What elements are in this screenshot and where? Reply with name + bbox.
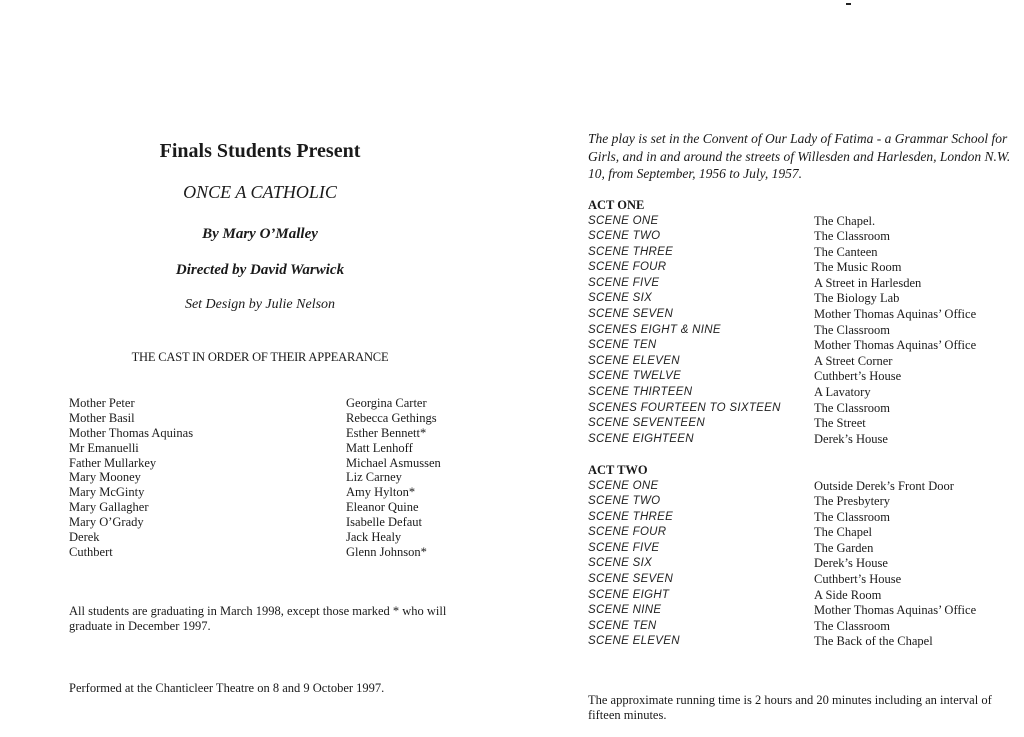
cast-actor: Liz Carney (346, 470, 402, 485)
setting-description: The play is set in the Convent of Our Lady of Fatima - a Grammar School for Girls, and in and around the streets of Willesden and Harlesden, London N.W. 10, from September, 1956 to July, 1957. (588, 131, 1011, 181)
scene-label: SCENE FIVE (588, 541, 660, 554)
scene-label: SCENE SIX (588, 557, 653, 570)
scene-label: SCENES FOURTEEN TO SIXTEEN (588, 401, 781, 414)
cast-row (69, 441, 489, 456)
cast-actor: Jack Healy (346, 530, 402, 545)
scene-location: A Street Corner (814, 353, 893, 368)
scene-row (588, 354, 1018, 370)
cast-role: Mary Mooney (69, 470, 141, 485)
cast-row (69, 470, 489, 485)
cast-heading: THE CAST IN ORDER OF THEIR APPEARANCE (131, 350, 389, 364)
cast-actor: Matt Lenhoff (346, 440, 413, 455)
scene-label: SCENE FOUR (588, 261, 667, 274)
scene-location: Cuthbert’s House (814, 572, 902, 587)
scene-label: SCENE SEVEN (588, 308, 674, 321)
cast-row (69, 500, 489, 515)
cast-actor: Rebecca Gethings (346, 410, 437, 425)
scene-label: SCENE TWO (588, 495, 661, 508)
scene-label: SCENE SEVEN (588, 573, 674, 586)
cast-list (69, 396, 489, 560)
scene-location: The Back of the Chapel (814, 634, 933, 649)
cast-row (69, 396, 489, 411)
cast-role: Father Mullarkey (69, 455, 157, 470)
scene-label: SCENE SIX (588, 292, 653, 305)
scene-label: SCENE ELEVEN (588, 354, 680, 367)
act-heading: ACT TWO (588, 463, 648, 477)
cast-actor: Michael Asmussen (346, 455, 441, 470)
scene-label: SCENE TEN (588, 339, 657, 352)
scene-location: A Lavatory (814, 385, 871, 400)
scene-row (588, 603, 1018, 619)
scene-label: SCENE TWELVE (588, 370, 682, 383)
cast-actor: Glenn Johnson* (346, 544, 427, 559)
scan-mark (846, 3, 851, 5)
cast-row (69, 545, 489, 560)
cast-role: Mary McGinty (69, 485, 145, 500)
scene-location: A Street in Harlesden (814, 275, 922, 290)
director-credit: Directed by David Warwick (175, 262, 345, 278)
performance-note: Performed at the Chanticleer Theatre on 8 and 9 October 1997. (69, 681, 385, 695)
cast-row (69, 485, 489, 500)
scene-label: SCENE EIGHTEEN (588, 432, 694, 445)
scene-row (588, 619, 1018, 635)
scene-label: SCENE EIGHT (588, 588, 670, 601)
cast-row (69, 530, 489, 545)
scene-label: SCENE THREE (588, 245, 674, 258)
cast-role: Mother Basil (69, 410, 135, 425)
scene-row (588, 588, 1018, 604)
scene-location: Mother Thomas Aquinas’ Office (814, 338, 977, 353)
scene-row (588, 479, 1018, 495)
scene-row (588, 556, 1018, 572)
scene-row (588, 291, 1018, 307)
author-credit: By Mary O’Malley (202, 226, 318, 242)
scene-row (588, 323, 1018, 339)
scene-row (588, 338, 1018, 354)
scene-location: A Side Room (814, 587, 882, 602)
act-one-section (588, 198, 1018, 447)
cast-role: Cuthbert (69, 544, 113, 559)
scene-label: SCENE NINE (588, 604, 662, 617)
scene-location: The Canteen (814, 244, 878, 259)
cast-role: Mother Thomas Aquinas (69, 425, 194, 440)
scene-location: The Garden (814, 540, 874, 555)
cast-actor: Eleanor Quine (346, 500, 419, 515)
scene-row (588, 401, 1018, 417)
cast-role: Derek (69, 530, 100, 545)
scene-location: The Classroom (814, 400, 891, 415)
scene-row (588, 525, 1018, 541)
graduation-note: All students are graduating in March 1998, except those marked * who will graduate in December 1997. (69, 604, 447, 633)
act-heading: ACT ONE (588, 198, 645, 212)
scene-row (588, 385, 1018, 401)
scene-location: Cuthbert’s House (814, 369, 902, 384)
scene-row (588, 276, 1018, 292)
cast-actor: Georgina Carter (346, 396, 427, 410)
scene-row (588, 510, 1018, 526)
scene-location: The Music Room (814, 260, 902, 275)
scene-label: SCENE FIVE (588, 276, 660, 289)
scene-location: Mother Thomas Aquinas’ Office (814, 307, 977, 322)
scene-row (588, 307, 1018, 323)
scene-row (588, 245, 1018, 261)
scene-row (588, 229, 1018, 245)
scene-label: SCENE THIRTEEN (588, 386, 693, 399)
scene-label: SCENE THREE (588, 510, 674, 523)
scene-label: SCENE ONE (588, 214, 659, 227)
scene-row (588, 541, 1018, 557)
cast-actor: Esther Bennett* (346, 425, 427, 440)
cast-row (69, 456, 489, 471)
scene-row (588, 369, 1018, 385)
cast-actor: Amy Hylton* (346, 485, 416, 500)
scene-label: SCENE FOUR (588, 526, 667, 539)
scene-location: Derek’s House (814, 556, 888, 571)
scene-row (588, 214, 1018, 230)
cast-row (69, 411, 489, 426)
scene-row (588, 494, 1018, 510)
scene-label: SCENE SEVENTEEN (588, 417, 705, 430)
scene-location: The Classroom (814, 229, 891, 244)
cast-row (69, 426, 489, 441)
scene-location: The Chapel (814, 525, 872, 540)
scene-label: SCENES EIGHT & NINE (588, 323, 721, 336)
play-title: ONCE A CATHOLIC (183, 182, 337, 202)
scene-row (588, 260, 1018, 276)
scene-label: SCENE TWO (588, 230, 661, 243)
scene-location: The Classroom (814, 618, 891, 633)
scene-row (588, 634, 1018, 650)
cast-role: Mother Peter (69, 396, 135, 410)
cast-role: Mary O’Grady (69, 515, 144, 530)
page-title: Finals Students Present (159, 140, 361, 162)
scene-location: The Classroom (814, 509, 891, 524)
cast-role: Mr Emanuelli (69, 440, 139, 455)
scene-location: The Street (814, 416, 866, 431)
scene-location: The Chapel. (814, 213, 876, 228)
scene-row (588, 432, 1018, 448)
act-two-section (588, 463, 1018, 650)
set-design-credit: Set Design by Julie Nelson (184, 297, 336, 312)
cast-role: Mary Gallagher (69, 500, 149, 515)
scene-location: The Biology Lab (814, 291, 900, 306)
cast-row (69, 515, 489, 530)
scene-label: SCENE TEN (588, 619, 657, 632)
scene-label: SCENE ONE (588, 479, 659, 492)
scene-location: The Presbytery (814, 494, 891, 509)
scene-location: Mother Thomas Aquinas’ Office (814, 603, 977, 618)
running-time-note: The approximate running time is 2 hours and 20 minutes including an interval of fifteen minutes. (588, 693, 992, 722)
scene-row (588, 416, 1018, 432)
scene-location: Outside Derek’s Front Door (814, 478, 954, 493)
scene-row (588, 572, 1018, 588)
scene-location: The Classroom (814, 322, 891, 337)
scene-location: Derek’s House (814, 431, 888, 446)
cast-actor: Isabelle Defaut (346, 515, 423, 530)
scene-label: SCENE ELEVEN (588, 635, 680, 648)
